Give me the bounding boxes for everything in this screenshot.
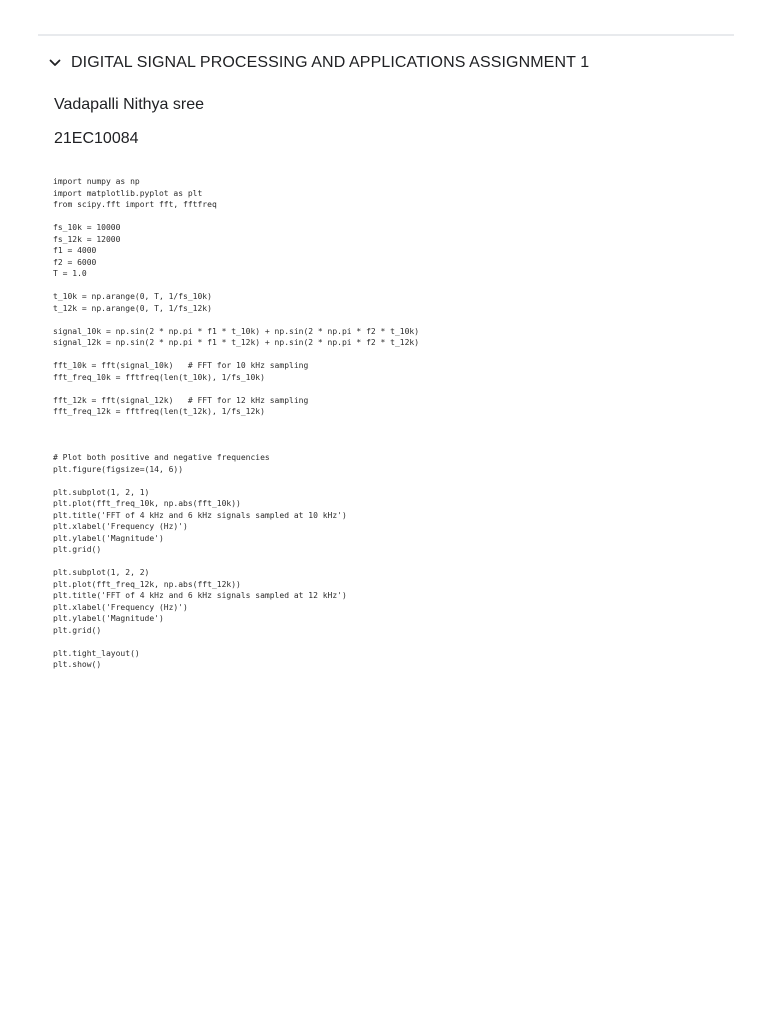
code-line: f1 = 4000: [53, 246, 97, 255]
code-line: [53, 441, 419, 453]
code-line: plt.ylabel('Magnitude'): [53, 614, 164, 623]
top-divider: [38, 34, 734, 36]
code-line: T = 1.0: [53, 269, 87, 278]
code-line: plt.xlabel('Frequency (Hz)'): [53, 602, 188, 612]
code-line: fft_freq_12k = fftfreq(len(t_12k), 1/fs_12k): [53, 407, 265, 416]
code-cell: [53, 176, 419, 671]
code-line: plt.show(): [53, 660, 102, 669]
code-line: from scipy.fft import fft, fftfreq: [53, 200, 217, 209]
code-line: import numpy as np: [53, 177, 140, 186]
code-line: fft_10k = fft(signal_10k) # FFT for 10 kHz sampling: [53, 361, 309, 370]
code-line: plt.figure(figsize=(14, 6)): [53, 464, 184, 474]
author-name: Vadapalli Nithya sree: [54, 96, 205, 113]
code-line: [53, 314, 419, 326]
code-line: [53, 556, 419, 568]
code-line: [53, 636, 419, 648]
code-line: plt.subplot(1, 2, 2): [53, 568, 150, 577]
code-line: fft_12k = fft(signal_12k) # FFT for 12 kHz sampling: [53, 395, 309, 405]
code-line: t_12k = np.arange(0, T, 1/fs_12k): [53, 303, 212, 313]
code-line: plt.title('FFT of 4 kHz and 6 kHz signals sampled at 10 kHz'): [53, 510, 347, 520]
code-line: signal_12k = np.sin(2 * np.pi * f1 * t_12k) + np.sin(2 * np.pi * f2 * t_12k): [53, 338, 420, 347]
chevron-down-icon[interactable]: [46, 54, 64, 72]
code-line: fft_freq_10k = fftfreq(len(t_10k), 1/fs_10k): [53, 372, 265, 382]
code-line: # Plot both positive and negative frequencies: [53, 453, 270, 462]
section-title: DIGITAL SIGNAL PROCESSING AND APPLICATIONS ASSIGNMENT 1: [71, 54, 590, 71]
code-line: [53, 280, 419, 292]
section-header[interactable]: [46, 54, 589, 72]
code-line: [53, 211, 419, 223]
code-line: f2 = 6000: [53, 257, 97, 267]
code-line: plt.subplot(1, 2, 1): [53, 487, 150, 497]
code-line: fs_12k = 12000: [53, 234, 121, 244]
code-line: signal_10k = np.sin(2 * np.pi * f1 * t_10k) + np.sin(2 * np.pi * f2 * t_10k): [53, 326, 420, 336]
code-line: plt.plot(fft_freq_12k, np.abs(fft_12k)): [53, 579, 241, 589]
code-line: plt.grid(): [53, 625, 102, 635]
code-line: plt.title('FFT of 4 kHz and 6 kHz signals sampled at 12 kHz'): [53, 591, 347, 600]
code-line: plt.ylabel('Magnitude'): [53, 533, 164, 543]
code-line: plt.grid(): [53, 545, 102, 554]
code-line: fs_10k = 10000: [53, 223, 121, 232]
roll-number: 21EC10084: [54, 130, 139, 147]
code-line: [53, 349, 419, 361]
code-line: plt.xlabel('Frequency (Hz)'): [53, 522, 188, 531]
code-line: [53, 418, 419, 430]
code-line: t_10k = np.arange(0, T, 1/fs_10k): [53, 292, 212, 301]
code-line: import matplotlib.pyplot as plt: [53, 188, 203, 198]
code-line: [53, 475, 419, 487]
code-line: [53, 383, 419, 395]
code-line: [53, 429, 419, 441]
code-line: plt.plot(fft_freq_10k, np.abs(fft_10k)): [53, 499, 241, 508]
code-line: plt.tight_layout(): [53, 648, 140, 658]
